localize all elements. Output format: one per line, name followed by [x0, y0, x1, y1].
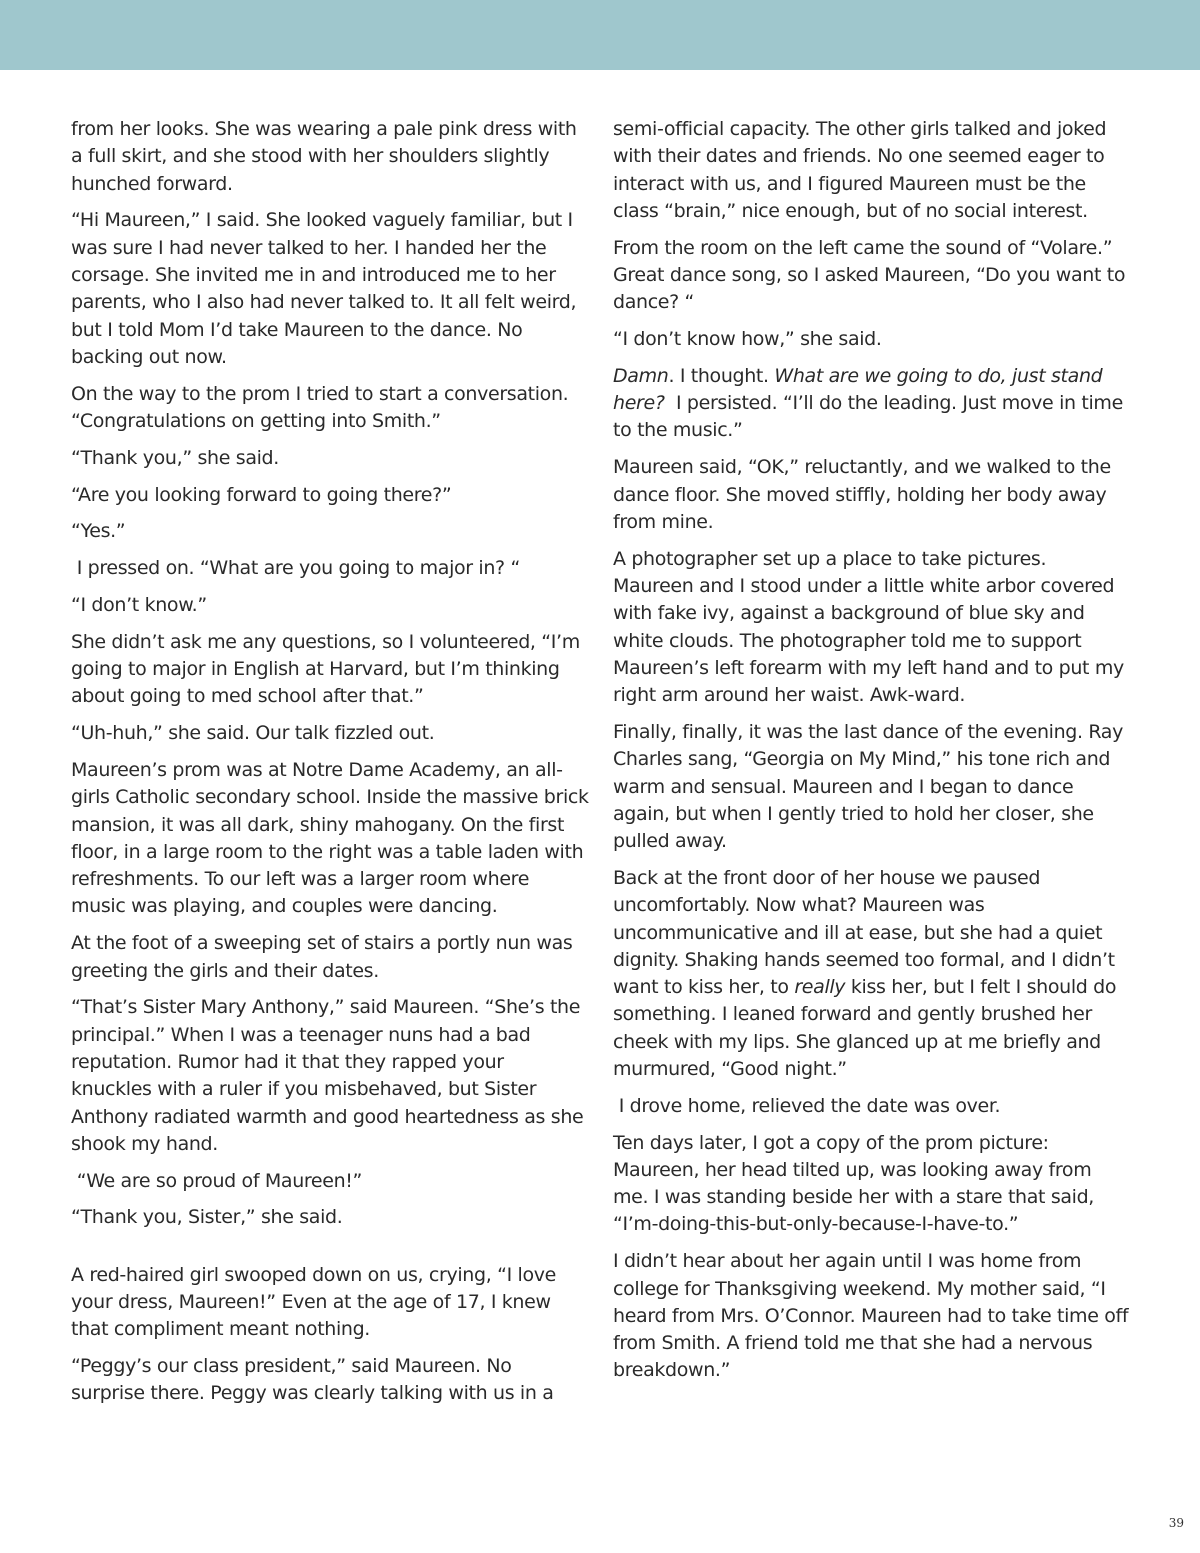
- paragraph: “I don’t know how,” she said.: [613, 328, 882, 351]
- paragraph: I pressed on. “What are you going to major in? “: [71, 557, 520, 580]
- paragraph: “Yes.”: [71, 520, 126, 543]
- text-run: . I thought.: [668, 364, 775, 387]
- paragraph: “We are so proud of Maureen!”: [71, 1169, 363, 1192]
- paragraph: She didn’t ask me any questions, so I volunteered, “I’m going to major in English at Harvard, but I’m thinking about going to med school after that.”: [71, 630, 580, 708]
- paragraph: “Hi Maureen,” I said. She looked vaguely familiar, but I was sure I had never talked to her. I handed her the corsage. She invited me in and introduced me to her parents, who I also had never talked to. It all felt weird, but I told Mom I’d take Maureen to the dance. No backing out now.: [71, 209, 577, 368]
- paragraph: [613, 865, 1131, 1083]
- paragraph: A red-haired girl swooped down on us, crying, “I love your dress, Maureen!” Even at the age of 17, I knew that compliment meant nothing.: [71, 1263, 556, 1341]
- paragraph: Maureen said, “OK,” reluctantly, and we walked to the dance floor. She moved stiffly, holding her body away from mine.: [613, 456, 1111, 533]
- paragraph: “That’s Sister Mary Anthony,” said Maureen. “She’s the principal.” When I was a teenager nuns had a bad reputation. Rumor had it that they rapped your knuckles with a ruler if you misbehaved, but Sister Anthony radiated warmth and good heartedness as she shook my hand.: [71, 996, 584, 1155]
- italic-text: Damn: [613, 364, 669, 387]
- paragraph: semi-official capacity. The other girls talked and joked with their dates and friends. No one seemed eager to interact with us, and I figured Maureen must be the class “brain,” nice enough, but of no social interest.: [613, 118, 1107, 222]
- paragraph: On the way to the prom I tried to start a conversation. “Congratulations on getting into Smith.”: [71, 382, 569, 432]
- paragraph: “Thank you, Sister,” she said.: [71, 1206, 343, 1229]
- right-text-column: [613, 116, 1131, 1394]
- paragraph: “Are you looking forward to going there?”: [71, 483, 452, 506]
- paragraph: “Thank you,” she said.: [71, 446, 279, 469]
- paragraph: Finally, finally, it was the last dance of the evening. Ray Charles sang, “Georgia on My Mind,” his tone rich and warm and sensual. Maureen and I began to dance again, but when I gently tried to hold her closer, she pulled away.: [613, 720, 1123, 853]
- paragraph: from her looks. She was wearing a pale pink dress with a full skirt, and she stood with her shoulders slightly hunched forward.: [71, 118, 577, 195]
- paragraph: “I don’t know.”: [71, 593, 207, 616]
- paragraph: [613, 363, 1131, 445]
- header-color-band: [0, 0, 1200, 70]
- page-number: 39: [1168, 1516, 1184, 1530]
- left-text-column: [71, 116, 589, 1417]
- text-run: kiss her, but I felt I should do something. I leaned forward and gently brushed her cheek with my lips. She glanced up at me briefly and murmured, “Good night.”: [613, 976, 1117, 1080]
- italic-text: What are we going to do, just stand here?: [613, 364, 1109, 415]
- paragraph: At the foot of a sweeping set of stairs a portly nun was greeting the girls and their dates.: [71, 932, 573, 982]
- paragraph: Ten days later, I got a copy of the prom picture: Maureen, her head tilted up, was looking away from me. I was standing beside her with a stare that said, “I’m-doing-this-but-only-because-I-have-to.”: [613, 1131, 1094, 1236]
- paragraph: I drove home, relieved the date was over.: [613, 1094, 1001, 1117]
- paragraph: Maureen’s prom was at Notre Dame Academy, an all-girls Catholic secondary school. Inside the massive brick mansion, it was all dark, shiny mahogany. On the first floor, in a large room to the right was a table laden with refreshments. To our left was a larger room where music was playing, and couples were dancing.: [71, 758, 589, 918]
- italic-text: really: [794, 976, 846, 999]
- paragraph: “Uh-huh,” she said. Our talk fizzled out.: [71, 722, 435, 745]
- paragraph: A photographer set up a place to take pictures. Maureen and I stood under a little white arbor covered with fake ivy, against a background of blue sky and white clouds. The photographer told me to support Maureen’s left forearm with my left hand and to put my right arm around her waist. Awk-ward.: [613, 547, 1124, 707]
- text-run: I persisted. “I’ll do the leading. Just move in time to the music.”: [613, 392, 1129, 442]
- paragraph: I didn’t hear about her again until I was home from college for Thanksgiving weekend. My mother said, “I heard from Mrs. O’Connor. Maureen had to take time off from Smith. A friend told me that she had a nervous breakdown.”: [613, 1250, 1129, 1382]
- text-run: Back at the front door of her house we paused uncomfortably. Now what? Maureen was uncommunicative and ill at ease, but she had a quiet dignity. Shaking hands seemed too formal, and I didn’t want to kiss her, to: [613, 866, 1115, 999]
- paragraph: “Peggy’s our class president,” said Maureen. No surprise there. Peggy was clearly talking with us in a: [71, 1355, 554, 1405]
- paragraph: From the room on the left came the sound of “Volare.” Great dance song, so I asked Maureen, “Do you want to dance? “: [613, 236, 1126, 314]
